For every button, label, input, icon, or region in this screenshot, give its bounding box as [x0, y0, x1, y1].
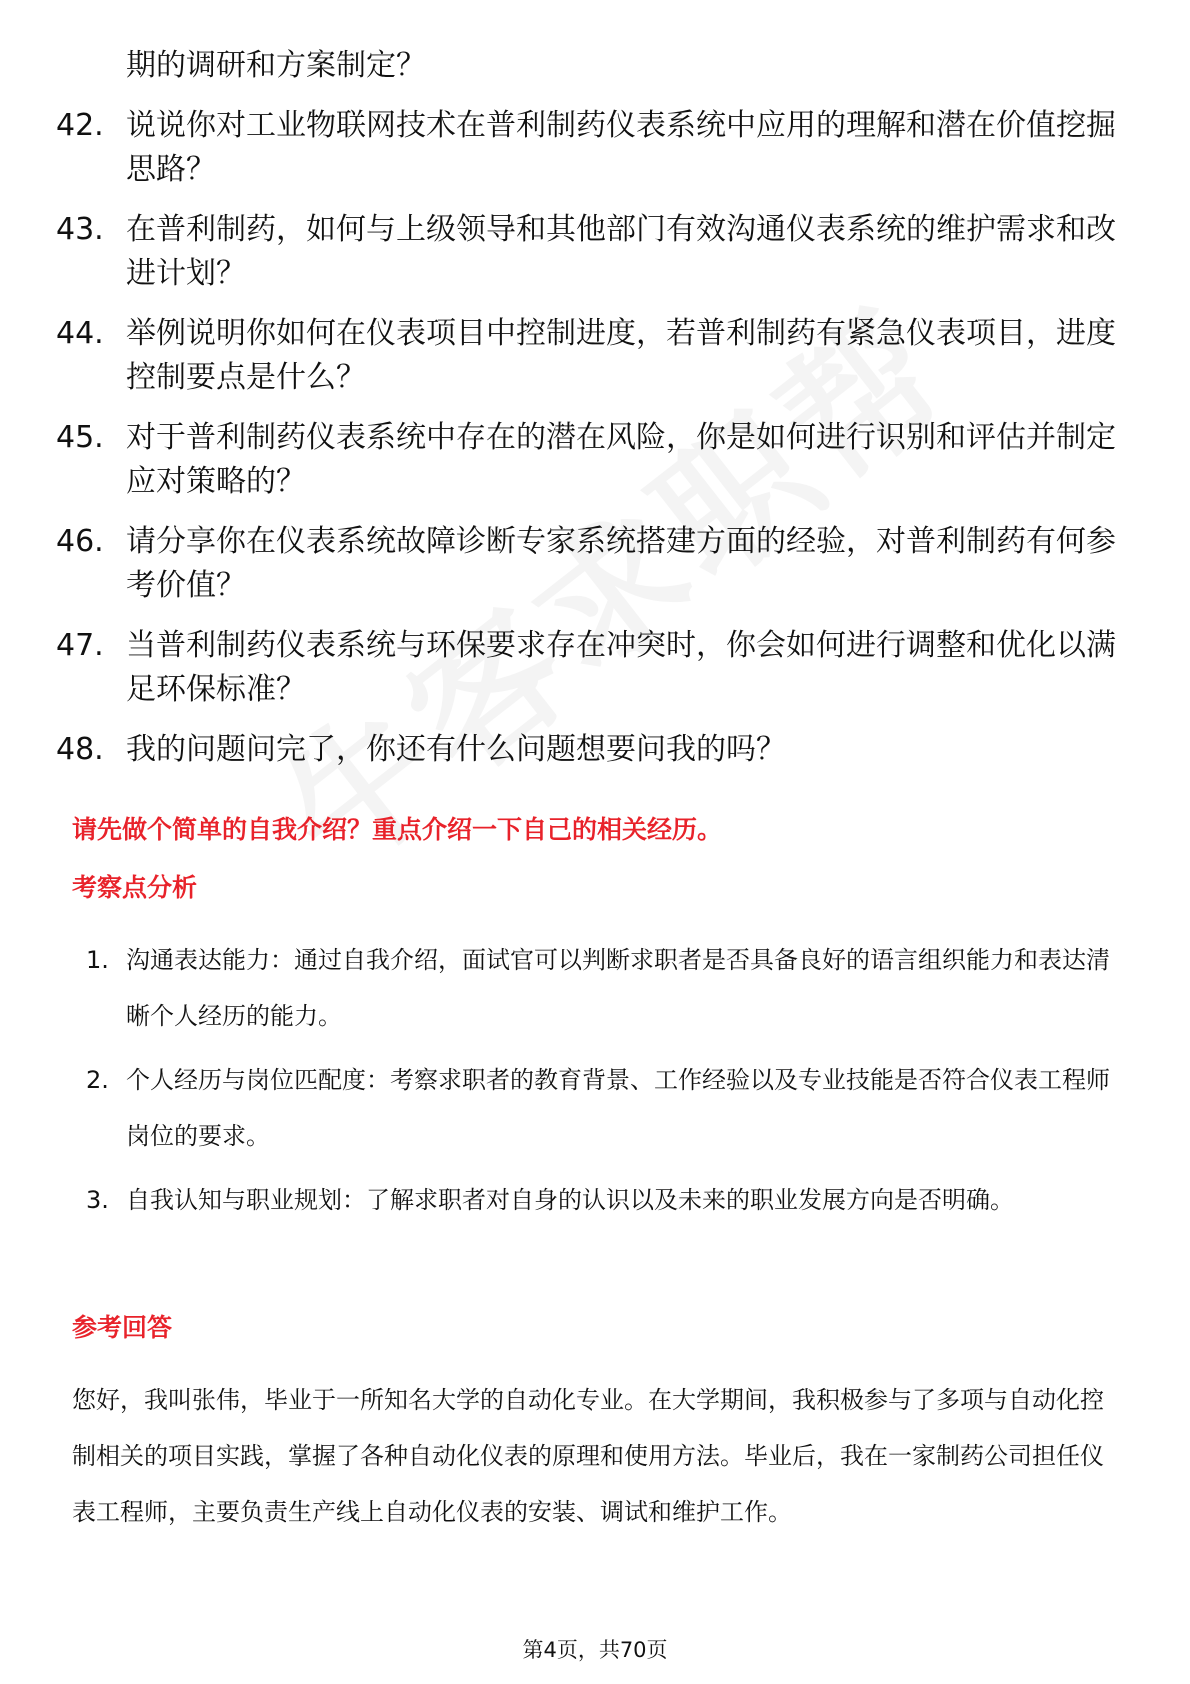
- question-number: 47.: [56, 628, 104, 663]
- list-item: [56, 624, 1136, 712]
- question-text: 在普利制药，如何与上级领导和其他部门有效沟通仪表系统的维护需求和改进计划？: [126, 212, 1116, 291]
- list-item: [86, 1052, 1126, 1164]
- question-text: 请分享你在仪表系统故障诊断专家系统搭建方面的经验，对普利制药有何参考价值？: [126, 524, 1116, 603]
- list-item: [56, 208, 1136, 296]
- answer-title: 参考回答: [72, 1313, 173, 1342]
- question-text: 举例说明你如何在仪表项目中控制进度，若普利制药有紧急仪表项目，进度控制要点是什么？: [126, 316, 1116, 395]
- point-number: 1.: [86, 946, 109, 974]
- question-text: 当普利制药仪表系统与环保要求存在冲突时，你会如何进行调整和优化以满足环保标准？: [126, 628, 1116, 707]
- list-item: [56, 416, 1136, 504]
- analysis-title: 考察点分析: [72, 873, 198, 902]
- point-text: 个人经历与岗位匹配度：考察求职者的教育背景、工作经验以及专业技能是否符合仪表工程师岗位的要求。: [126, 1066, 1110, 1150]
- question-text: 我的问题问完了，你还有什么问题想要问我的吗？: [126, 732, 786, 767]
- question-text: 期的调研和方案制定？: [126, 48, 426, 83]
- list-item: [86, 932, 1126, 1044]
- question-text: 对于普利制药仪表系统中存在的潜在风险，你是如何进行识别和评估并制定应对策略的？: [126, 420, 1116, 499]
- question-number: 43.: [56, 212, 104, 247]
- question-list: [56, 44, 1136, 788]
- list-item: [86, 1172, 1126, 1228]
- question-number: 45.: [56, 420, 104, 455]
- point-number: 3.: [86, 1186, 109, 1214]
- list-item: [56, 104, 1136, 192]
- list-item: [56, 728, 1136, 772]
- analysis-list: [86, 932, 1126, 1236]
- answer-paragraph: 您好，我叫张伟，毕业于一所知名大学的自动化专业。在大学期间，我积极参与了多项与自动化控制相关的项目实践，掌握了各种自动化仪表的原理和使用方法。毕业后，我在一家制药公司担任仪表工程师，主要负责生产线上自动化仪表的安装、调试和维护工作。: [72, 1386, 1104, 1526]
- point-number: 2.: [86, 1066, 109, 1094]
- question-number: 44.: [56, 316, 104, 351]
- question-number: 42.: [56, 108, 104, 143]
- question-number: 46.: [56, 524, 104, 559]
- page-footer: 第4页，共70页: [522, 1638, 668, 1662]
- list-item: [56, 44, 1136, 88]
- question-number: 48.: [56, 732, 104, 767]
- point-text: 沟通表达能力：通过自我介绍，面试官可以判断求职者是否具备良好的语言组织能力和表达清晰个人经历的能力。: [126, 946, 1110, 1030]
- point-text: 自我认知与职业规划：了解求职者对自身的认识以及未来的职业发展方向是否明确。: [126, 1186, 1014, 1214]
- question-text: 说说你对工业物联网技术在普利制药仪表系统中应用的理解和潜在价值挖掘思路？: [126, 108, 1116, 187]
- list-item: [56, 312, 1136, 400]
- highlight-question: 请先做个简单的自我介绍？重点介绍一下自己的相关经历。: [72, 815, 723, 844]
- list-item: [56, 520, 1136, 608]
